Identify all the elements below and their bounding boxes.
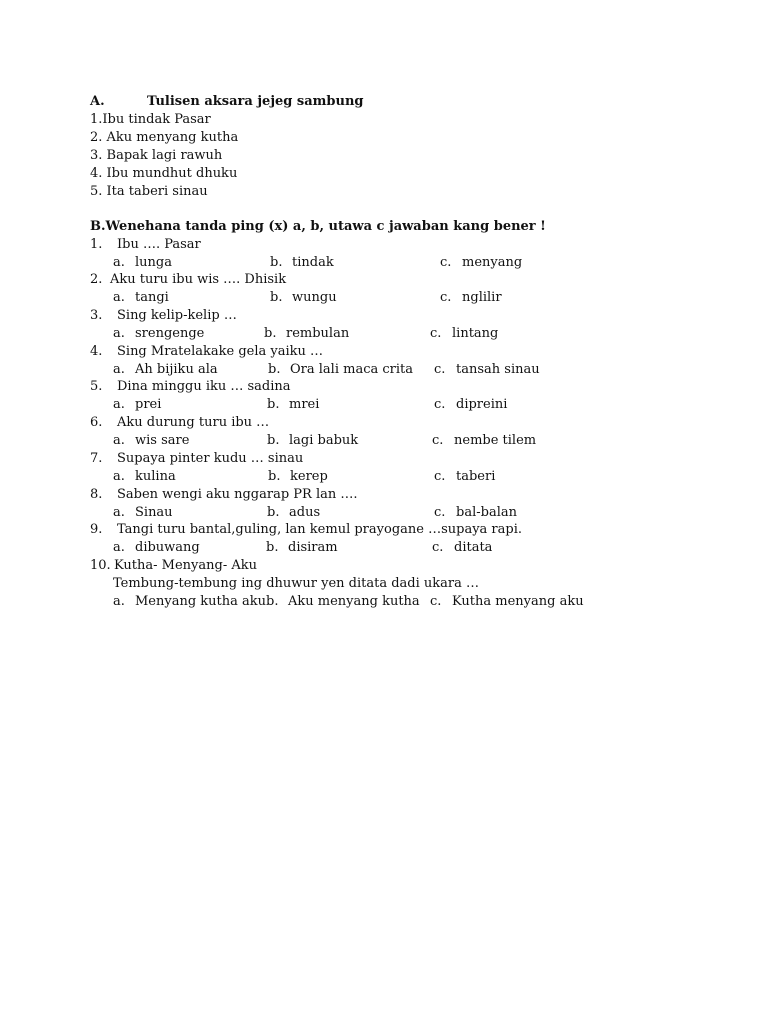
- option-label: b.: [270, 290, 283, 305]
- option-b[interactable]: [268, 468, 328, 486]
- option-label: c.: [430, 326, 442, 341]
- option-c[interactable]: [434, 396, 507, 414]
- option-text: disiram: [288, 540, 338, 555]
- option-label: a.: [113, 505, 125, 520]
- option-text: wis sare: [135, 433, 190, 448]
- section-a-item: 3. Bapak lagi rawuh: [90, 148, 223, 163]
- question-text: Sing Mratelakake gela yaiku …: [117, 344, 324, 359]
- question-number: 10.: [90, 558, 111, 573]
- option-label: c.: [440, 255, 452, 270]
- option-text: lintang: [452, 326, 499, 341]
- option-text: wungu: [292, 290, 337, 305]
- option-text: lunga: [135, 255, 172, 270]
- option-c[interactable]: [440, 289, 502, 307]
- option-label: c.: [434, 505, 446, 520]
- option-b[interactable]: [267, 432, 358, 450]
- option-c[interactable]: [434, 504, 517, 522]
- option-text: Sinau: [135, 505, 173, 520]
- question-number: 9.: [90, 522, 103, 537]
- question-row: [90, 450, 303, 468]
- option-label: b.: [268, 362, 281, 377]
- option-text: dibuwang: [135, 540, 200, 555]
- option-text: mrei: [289, 397, 320, 412]
- option-a[interactable]: [113, 254, 172, 272]
- option-label: a.: [113, 362, 125, 377]
- question-text: Saben wengi aku nggarap PR lan ….: [117, 487, 358, 502]
- option-text: adus: [289, 505, 321, 520]
- option-text: kerep: [290, 469, 328, 484]
- option-text: rembulan: [286, 326, 350, 341]
- option-b[interactable]: [264, 325, 349, 343]
- option-label: c.: [434, 397, 446, 412]
- option-text: prei: [135, 397, 162, 412]
- option-label: a.: [113, 594, 125, 609]
- option-a[interactable]: [113, 593, 266, 611]
- option-b[interactable]: [267, 504, 320, 522]
- option-text: tindak: [292, 255, 334, 270]
- option-text: nglilir: [462, 290, 502, 305]
- option-c[interactable]: [430, 593, 584, 611]
- question-row: [90, 271, 286, 289]
- option-label: b.: [267, 505, 280, 520]
- option-label: a.: [113, 397, 125, 412]
- question-row: [90, 521, 522, 539]
- question-text: Ibu …. Pasar: [117, 237, 201, 252]
- question-text: Tangi turu bantal,guling, lan kemul prayogane …supaya rapi.: [117, 522, 523, 537]
- option-a[interactable]: [113, 432, 189, 450]
- option-text: kulina: [135, 469, 176, 484]
- option-label: b.: [267, 433, 280, 448]
- option-b[interactable]: [268, 361, 413, 379]
- option-label: b.: [264, 326, 277, 341]
- section-a-item: 2. Aku menyang kutha: [90, 130, 239, 145]
- option-label: b.: [266, 594, 279, 609]
- question-row: [90, 307, 237, 325]
- option-label: a.: [113, 469, 125, 484]
- option-label: b.: [270, 255, 283, 270]
- option-label: a.: [113, 290, 125, 305]
- question-text: Dina minggu iku … sadina: [117, 379, 291, 394]
- option-label: a.: [113, 255, 125, 270]
- option-a[interactable]: [113, 468, 176, 486]
- option-label: c.: [434, 469, 446, 484]
- option-a[interactable]: [113, 504, 173, 522]
- option-label: b.: [267, 397, 280, 412]
- question-number: 8.: [90, 487, 103, 502]
- question-number: 5.: [90, 379, 103, 394]
- section-a-letter: A.: [90, 94, 105, 109]
- option-a[interactable]: [113, 361, 218, 379]
- option-label: b.: [266, 540, 279, 555]
- option-c[interactable]: [432, 539, 492, 557]
- option-text: srengenge: [135, 326, 205, 341]
- question-number: 2.: [90, 272, 103, 287]
- option-text: lagi babuk: [289, 433, 359, 448]
- option-a[interactable]: [113, 396, 161, 414]
- question-text: Aku turu ibu wis …. Dhisik: [110, 272, 287, 287]
- section-a-item: 1.Ibu tindak Pasar: [90, 112, 211, 127]
- option-c[interactable]: [432, 432, 536, 450]
- option-label: a.: [113, 326, 125, 341]
- section-a-title: Tulisen aksara jejeg sambung: [147, 94, 364, 109]
- option-text: Ora lali maca crita: [290, 362, 413, 377]
- section-b-heading: B.Wenehana tanda ping (x) a, b, utawa c jawaban kang bener !: [90, 219, 546, 234]
- option-c[interactable]: [434, 468, 495, 486]
- option-label: c.: [434, 362, 446, 377]
- option-text: tansah sinau: [456, 362, 540, 377]
- option-c[interactable]: [434, 361, 540, 379]
- option-b[interactable]: [267, 396, 319, 414]
- question-text: Supaya pinter kudu … sinau: [117, 451, 304, 466]
- option-label: a.: [113, 433, 125, 448]
- option-b[interactable]: [270, 254, 334, 272]
- option-text: Kutha menyang aku: [452, 594, 584, 609]
- option-label: a.: [113, 540, 125, 555]
- option-a[interactable]: [113, 325, 204, 343]
- option-text: tangi: [135, 290, 169, 305]
- option-text: bal-balan: [456, 505, 517, 520]
- option-label: c.: [440, 290, 452, 305]
- question-text: Kutha- Menyang- Aku: [114, 558, 257, 573]
- question-number: 7.: [90, 451, 103, 466]
- section-a-item: 5. Ita taberi sinau: [90, 184, 208, 199]
- question-row: [90, 343, 323, 361]
- question-number: 6.: [90, 415, 103, 430]
- option-text: dipreini: [456, 397, 508, 412]
- option-label: b.: [268, 469, 281, 484]
- question-text: Aku durung turu ibu …: [117, 415, 270, 430]
- option-label: c.: [432, 540, 444, 555]
- section-a-item: 4. Ibu mundhut dhuku: [90, 166, 238, 181]
- option-text: menyang: [462, 255, 523, 270]
- option-text: Ah bijiku ala: [135, 362, 218, 377]
- option-b[interactable]: [266, 539, 338, 557]
- question-number: 1.: [90, 237, 103, 252]
- question-row: [90, 486, 358, 504]
- option-b[interactable]: [270, 289, 337, 307]
- option-a[interactable]: [113, 539, 200, 557]
- question-number: 3.: [90, 308, 103, 323]
- option-c[interactable]: [440, 254, 522, 272]
- question-row: [90, 557, 257, 575]
- option-text: ditata: [454, 540, 493, 555]
- option-text: nembe tilem: [454, 433, 537, 448]
- option-text: taberi: [456, 469, 496, 484]
- question-row: [90, 236, 201, 254]
- option-a[interactable]: [113, 289, 169, 307]
- section-a-heading: [90, 93, 364, 111]
- option-label: c.: [432, 433, 444, 448]
- option-c[interactable]: [430, 325, 498, 343]
- question-row: [90, 378, 291, 396]
- option-text: Menyang kutha aku: [135, 594, 267, 609]
- question-number: 4.: [90, 344, 103, 359]
- question-text: Sing kelip-kelip …: [117, 308, 237, 323]
- option-label: c.: [430, 594, 442, 609]
- option-text: Aku menyang kutha: [288, 594, 420, 609]
- question-subtext: Tembung-tembung ing dhuwur yen ditata dadi ukara …: [113, 576, 480, 591]
- question-row: [90, 414, 269, 432]
- option-b[interactable]: [266, 593, 420, 611]
